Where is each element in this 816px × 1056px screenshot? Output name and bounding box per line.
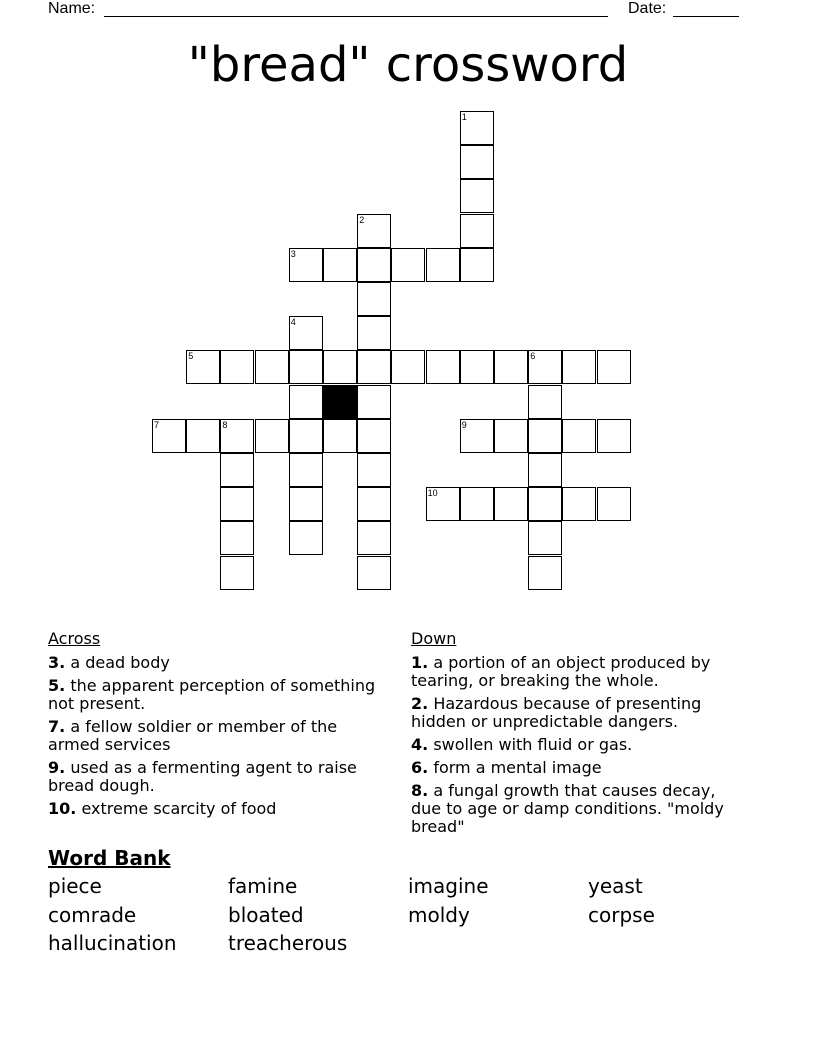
clue-text: used as a fermenting agent to raise bread dough. — [48, 758, 357, 795]
grid-number: 1 — [461, 112, 467, 122]
grid-cell[interactable] — [289, 350, 323, 384]
clue-text: a fellow soldier or member of the armed services — [48, 717, 338, 754]
clue-text: a portion of an object produced by tearing, or breaking the whole. — [411, 653, 711, 690]
clue-text: extreme scarcity of food — [81, 799, 277, 818]
clue-item — [411, 695, 741, 731]
clue-text: Hazardous because of presenting hidden or unpredictable dangers. — [411, 694, 702, 731]
down-heading: Down — [411, 629, 457, 648]
clue-text: form a mental image — [433, 758, 602, 777]
name-field[interactable] — [104, 0, 608, 17]
grid-cell[interactable] — [357, 350, 391, 384]
grid-cell[interactable] — [494, 419, 528, 453]
clue-number: 2. — [411, 694, 429, 713]
grid-cell[interactable] — [220, 521, 254, 555]
grid-number: 2 — [359, 214, 365, 225]
grid-cell[interactable] — [597, 419, 631, 453]
grid-cell[interactable] — [494, 487, 528, 521]
grid-cell[interactable] — [255, 419, 289, 453]
grid-cell[interactable] — [528, 521, 562, 555]
grid-number: 6 — [530, 351, 536, 362]
clue-number: 7. — [48, 717, 66, 736]
grid-cell[interactable] — [494, 350, 528, 384]
name-date-header — [48, 0, 742, 20]
grid-number: 10 — [427, 488, 438, 499]
word-bank-item: imagine — [408, 874, 489, 898]
grid-cell[interactable] — [357, 521, 391, 555]
grid-cell[interactable] — [391, 350, 425, 384]
grid-number: 4 — [290, 317, 296, 328]
clue-number: 4. — [411, 735, 429, 754]
grid-cell[interactable] — [460, 487, 494, 521]
grid-cell[interactable] — [597, 350, 631, 384]
date-field[interactable] — [673, 0, 739, 17]
grid-cell[interactable] — [220, 556, 254, 590]
word-bank-title: Word Bank — [48, 846, 171, 870]
grid-cell[interactable] — [391, 248, 425, 282]
grid-number: 3 — [290, 248, 296, 259]
grid-cell[interactable] — [460, 179, 494, 213]
grid-number: 9 — [461, 419, 467, 430]
grid-cell[interactable] — [289, 385, 323, 419]
grid-number: 5 — [188, 351, 194, 362]
word-bank-item: comrade — [48, 903, 137, 927]
clue-item — [48, 800, 388, 818]
across-clues — [48, 630, 388, 823]
grid-cell[interactable] — [357, 487, 391, 521]
grid-cell[interactable] — [289, 521, 323, 555]
word-bank-item: treacherous — [228, 931, 348, 955]
grid-cell[interactable] — [460, 214, 494, 248]
word-bank-item: piece — [48, 874, 102, 898]
grid-cell[interactable] — [289, 453, 323, 487]
grid-cell[interactable] — [220, 487, 254, 521]
grid-number: 8 — [222, 419, 228, 430]
grid-cell[interactable] — [289, 487, 323, 521]
grid-cell[interactable] — [357, 419, 391, 453]
clue-number: 6. — [411, 758, 429, 777]
date-label: Date: — [628, 0, 667, 17]
page-title: "bread" crossword — [187, 37, 629, 93]
grid-block — [323, 385, 357, 419]
clue-item — [48, 759, 388, 795]
clue-item — [411, 782, 741, 836]
clue-number: 10. — [48, 799, 77, 818]
grid-cell[interactable] — [220, 350, 254, 384]
grid-cell[interactable] — [562, 350, 596, 384]
across-heading: Across — [48, 629, 101, 648]
clue-item — [48, 654, 388, 672]
clue-text: the apparent perception of something not present. — [48, 676, 376, 713]
clue-text: swollen with fluid or gas. — [433, 735, 633, 754]
grid-cell[interactable] — [255, 350, 289, 384]
grid-cell[interactable] — [528, 487, 562, 521]
grid-cell[interactable] — [323, 248, 357, 282]
grid-cell[interactable] — [357, 282, 391, 316]
clue-number: 3. — [48, 653, 66, 672]
down-clues — [411, 630, 741, 841]
clue-item — [411, 759, 741, 777]
clue-item — [411, 654, 741, 690]
clue-item — [48, 677, 388, 713]
grid-cell[interactable] — [357, 248, 391, 282]
grid-cell[interactable] — [426, 248, 460, 282]
clue-item — [48, 718, 388, 754]
grid-cell[interactable] — [357, 556, 391, 590]
grid-cell[interactable] — [460, 145, 494, 179]
grid-cell[interactable] — [460, 350, 494, 384]
word-bank-item: bloated — [228, 903, 304, 927]
clue-number: 1. — [411, 653, 429, 672]
grid-cell[interactable] — [528, 385, 562, 419]
word-bank-item: famine — [228, 874, 298, 898]
grid-cell[interactable] — [528, 556, 562, 590]
grid-cell[interactable] — [460, 248, 494, 282]
clue-number: 8. — [411, 781, 429, 800]
grid-cell[interactable] — [426, 350, 460, 384]
name-label: Name: — [48, 0, 96, 17]
grid-cell[interactable] — [562, 487, 596, 521]
word-bank-item: hallucination — [48, 931, 177, 955]
word-bank-item: corpse — [588, 903, 655, 927]
grid-cell[interactable] — [357, 316, 391, 350]
grid-cell[interactable] — [562, 419, 596, 453]
clue-text: a dead body — [70, 653, 170, 672]
grid-cell[interactable] — [528, 453, 562, 487]
grid-cell[interactable] — [220, 453, 254, 487]
word-bank-item: yeast — [588, 874, 643, 898]
clue-number: 9. — [48, 758, 66, 777]
grid-cell[interactable] — [323, 350, 357, 384]
clue-text: a fungal growth that causes decay, due to age or damp conditions. "moldy bread" — [411, 781, 724, 836]
grid-cell[interactable] — [357, 453, 391, 487]
word-bank-item: moldy — [408, 903, 470, 927]
grid-cell[interactable] — [289, 419, 323, 453]
grid-number: 7 — [154, 419, 160, 430]
clue-number: 5. — [48, 676, 66, 695]
grid-cell[interactable] — [186, 419, 220, 453]
grid-cell[interactable] — [597, 487, 631, 521]
grid-cell[interactable] — [357, 385, 391, 419]
clue-item — [411, 736, 741, 754]
grid-cell[interactable] — [528, 419, 562, 453]
grid-cell[interactable] — [323, 419, 357, 453]
